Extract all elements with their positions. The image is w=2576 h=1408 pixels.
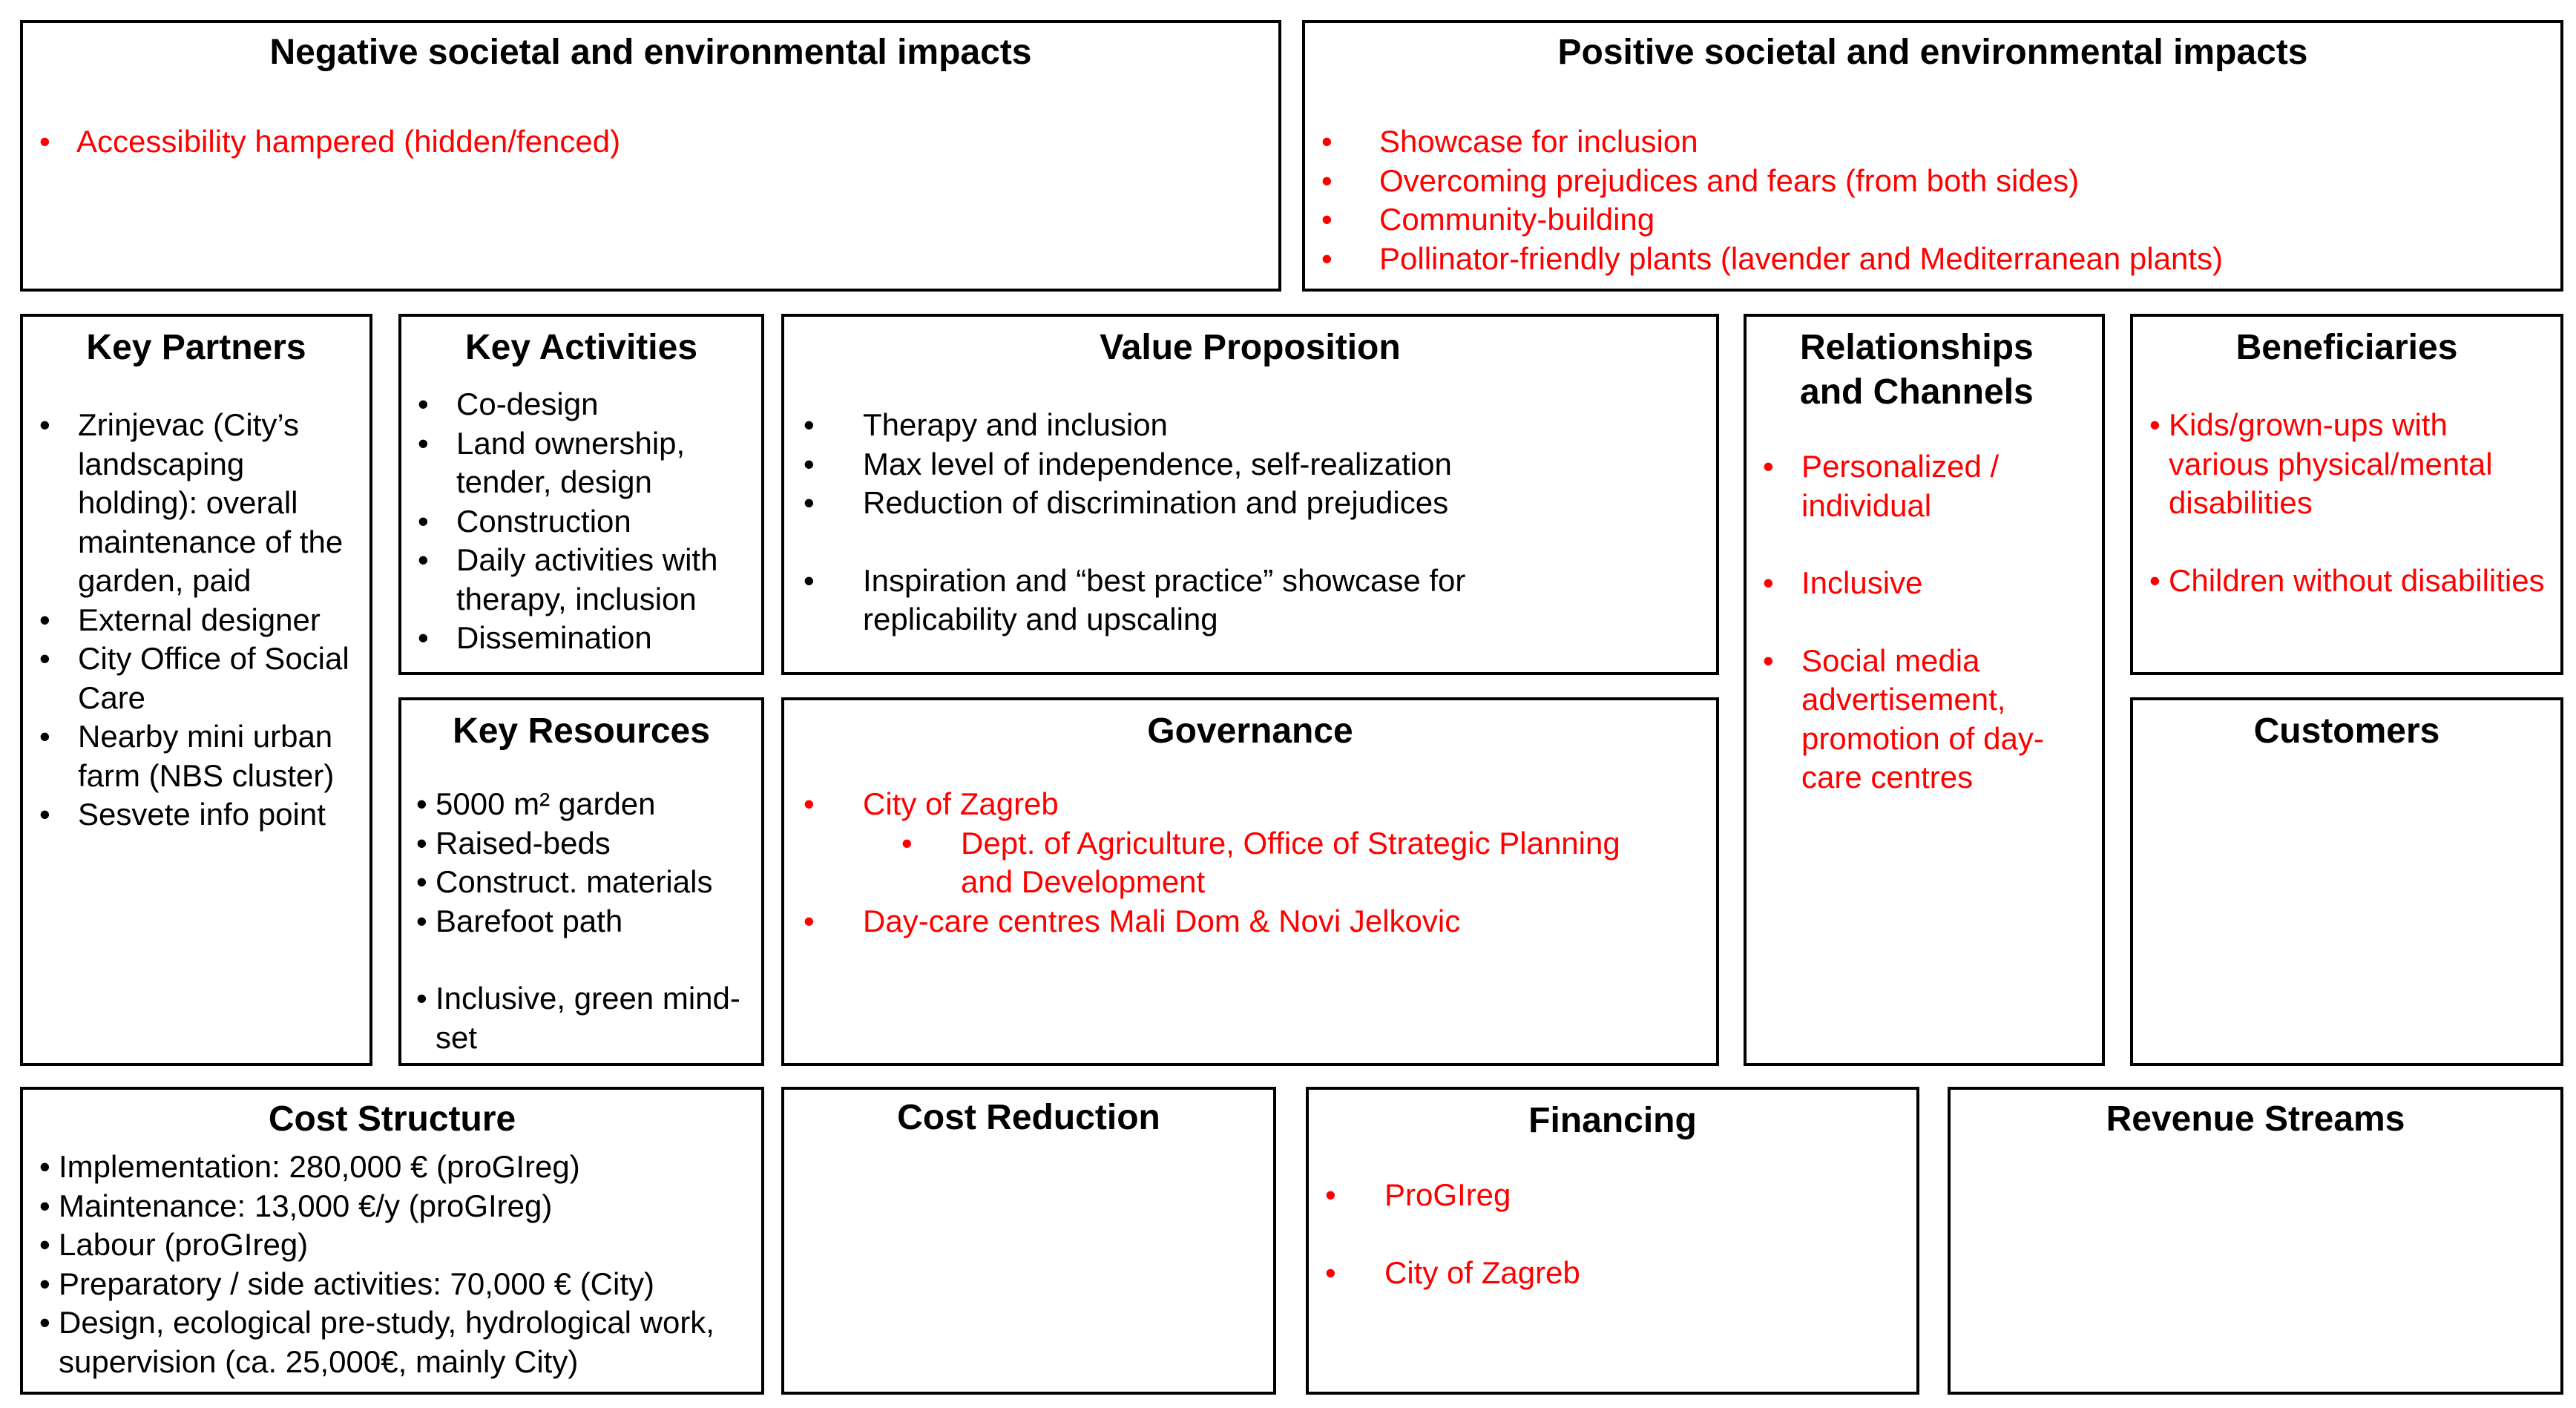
list-item	[418, 541, 754, 619]
bullet-icon: •	[901, 825, 913, 861]
cost-structure-title: Cost Structure	[268, 1099, 516, 1139]
revenue-streams-box	[1948, 1087, 2563, 1395]
governance-title: Governance	[1147, 711, 1353, 751]
financing-list	[1309, 1176, 1916, 1292]
list-item	[39, 639, 362, 717]
list-item-nested	[804, 824, 1672, 902]
list-item	[39, 601, 362, 640]
relationships-channels-box	[1744, 314, 2105, 1066]
bullet-icon: •	[1763, 449, 1774, 484]
bullet-icon: •	[416, 903, 427, 938]
list-item	[1321, 240, 2560, 279]
spacer	[1325, 1215, 1916, 1254]
list-item	[804, 785, 1672, 824]
item-text: Dept. of Agriculture, Office of Strategic Planning and Development	[961, 825, 1620, 899]
list-item	[1763, 564, 2087, 603]
bullet-icon: •	[39, 602, 50, 637]
bullet-icon: •	[804, 407, 815, 442]
bullet-icon: •	[39, 797, 50, 832]
cost-reduction-box	[781, 1087, 1276, 1395]
spacer	[804, 523, 1701, 562]
list-item	[416, 863, 754, 902]
cost-structure-list	[23, 1148, 761, 1381]
revenue-streams-title: Revenue Streams	[2106, 1099, 2405, 1139]
item-text: Zrinjevac (City’s landscaping holding): overall maintenance of the garden, paid	[78, 407, 344, 598]
item-text: City of Zagreb	[1384, 1254, 1580, 1290]
customers-title: Customers	[2253, 711, 2440, 751]
list-item	[1321, 162, 2560, 201]
key-partners-list	[23, 406, 369, 835]
financing-box	[1306, 1087, 1919, 1395]
list-item	[39, 1226, 751, 1265]
positive-impacts-list	[1305, 122, 2560, 278]
value-proposition-title: Value Proposition	[1100, 328, 1401, 367]
item-text: Construction	[456, 503, 631, 539]
list-item	[418, 502, 754, 542]
bullet-icon: •	[39, 641, 50, 676]
key-activities-list	[401, 385, 761, 658]
bullet-icon: •	[1321, 240, 1333, 276]
item-text: Children without disabilities	[2169, 562, 2545, 598]
bullet-icon: •	[804, 446, 815, 481]
item-text: Preparatory / side activities: 70,000 € (City)	[59, 1266, 655, 1301]
list-item	[39, 717, 362, 795]
list-item	[39, 1265, 751, 1304]
bullet-icon: •	[804, 903, 815, 938]
spacer	[1763, 525, 2087, 564]
list-item	[1325, 1176, 1916, 1215]
governance-box	[781, 697, 1719, 1066]
item-text: Therapy and inclusion	[863, 407, 1168, 442]
item-text: Day-care centres Mali Dom & Novi Jelkovic	[863, 903, 1461, 938]
bullet-icon: •	[39, 407, 50, 442]
list-item	[1763, 642, 2087, 797]
item-text: Design, ecological pre-study, hydrological work, supervision (ca. 25,000€, mainly City)	[59, 1305, 714, 1379]
spacer	[416, 941, 754, 979]
key-partners-box	[20, 314, 372, 1066]
item-text: Max level of independence, self-realization	[863, 446, 1452, 481]
beneficiaries-title: Beneficiaries	[2235, 328, 2458, 367]
value-proposition-box	[781, 314, 1719, 675]
financing-title: Financing	[1528, 1101, 1697, 1140]
item-text: Accessibility hampered (hidden/fenced)	[76, 124, 621, 159]
bullet-icon: •	[39, 1149, 50, 1184]
bullet-icon: •	[1325, 1254, 1336, 1290]
item-text: Dissemination	[456, 620, 652, 655]
list-item	[39, 1187, 751, 1226]
key-resources-list	[401, 785, 761, 1057]
bullet-icon: •	[416, 981, 427, 1016]
bullet-icon: •	[1763, 565, 1774, 600]
bullet-icon: •	[39, 1188, 50, 1223]
positive-impacts-title: Positive societal and environmental impacts	[1557, 33, 2308, 72]
list-item	[39, 406, 362, 601]
list-item	[804, 562, 1701, 639]
list-item	[804, 484, 1701, 523]
list-item	[418, 424, 754, 502]
item-text: Implementation: 280,000 € (proGIreg)	[59, 1149, 580, 1184]
bullet-icon: •	[418, 542, 429, 577]
beneficiaries-box	[2130, 314, 2563, 675]
title-line-1: Relationships	[1800, 328, 2034, 367]
list-item	[39, 795, 362, 835]
bullet-icon: •	[1321, 162, 1333, 198]
item-text: Barefoot path	[436, 903, 623, 938]
bullet-icon: •	[2149, 562, 2161, 598]
list-item	[416, 824, 754, 863]
bullet-icon: •	[39, 1227, 50, 1262]
bullet-icon: •	[416, 825, 427, 861]
bullet-icon: •	[416, 864, 427, 899]
bullet-icon: •	[2149, 407, 2161, 442]
bullet-icon: •	[418, 386, 429, 421]
list-item	[804, 406, 1701, 445]
list-item	[416, 785, 754, 824]
bullet-icon: •	[39, 1305, 50, 1340]
key-activities-title: Key Activities	[464, 328, 698, 367]
bullet-icon: •	[804, 786, 815, 821]
value-proposition-list	[784, 406, 1716, 639]
bullet-icon: •	[1321, 202, 1333, 237]
bullet-icon: •	[804, 485, 815, 520]
item-text: Daily activities with therapy, inclusion	[456, 542, 718, 616]
key-partners-title: Key Partners	[86, 328, 306, 367]
positive-impacts-box	[1302, 20, 2563, 292]
item-text: Sesvete info point	[78, 797, 326, 832]
cost-structure-box	[20, 1087, 764, 1395]
list-item	[39, 1148, 751, 1187]
list-item	[418, 385, 754, 424]
key-resources-title: Key Resources	[453, 711, 710, 751]
item-text: Social media advertisement, promotion of day-care centres	[1801, 642, 2044, 795]
list-item	[39, 122, 1278, 162]
item-text: Co-design	[456, 386, 599, 421]
item-text: Maintenance: 13,000 €/y (proGIreg)	[59, 1188, 553, 1223]
cost-reduction-title: Cost Reduction	[897, 1098, 1160, 1137]
relationships-channels-list	[1747, 447, 2102, 797]
key-activities-box	[398, 314, 764, 675]
list-item	[804, 445, 1701, 484]
item-text: ProGIreg	[1384, 1177, 1511, 1212]
title-line-2: and Channels	[1800, 372, 2034, 412]
beneficiaries-list	[2133, 406, 2560, 600]
spacer	[2149, 523, 2549, 562]
spacer	[1763, 603, 2087, 642]
list-item	[1763, 447, 2087, 525]
negative-impacts-title: Negative societal and environmental impacts	[269, 33, 1032, 72]
governance-list	[784, 785, 1716, 941]
item-text: Community-building	[1379, 202, 1655, 237]
item-text: Nearby mini urban farm (NBS cluster)	[78, 719, 335, 793]
list-item	[2149, 562, 2549, 601]
customers-box	[2130, 697, 2563, 1066]
list-item	[1325, 1254, 1916, 1293]
list-item	[418, 619, 754, 658]
bullet-icon: •	[418, 503, 429, 539]
item-text: Construct. materials	[436, 864, 713, 899]
item-text: Showcase for inclusion	[1379, 124, 1698, 159]
item-text: Inclusive	[1801, 565, 1923, 600]
item-text: Inspiration and “best practice” showcase for replicability and upscaling	[863, 562, 1466, 636]
relationships-channels-title	[1747, 317, 2102, 415]
item-text: Inclusive, green mind-set	[436, 981, 740, 1055]
item-text: Raised-beds	[436, 825, 611, 861]
item-text: City Office of Social Care	[78, 641, 349, 715]
bullet-icon: •	[418, 620, 429, 655]
item-text: Overcoming prejudices and fears (from both sides)	[1379, 162, 2080, 198]
item-text: City of Zagreb	[863, 786, 1059, 821]
item-text: External designer	[78, 602, 321, 637]
list-item	[804, 902, 1672, 941]
list-item	[2149, 406, 2549, 523]
list-item	[416, 902, 754, 941]
bullet-icon: •	[418, 425, 429, 461]
bullet-icon: •	[1321, 124, 1333, 159]
item-text: Reduction of discrimination and prejudices	[863, 485, 1449, 520]
negative-impacts-box	[20, 20, 1281, 292]
bullet-icon: •	[804, 562, 815, 598]
list-item	[39, 1303, 751, 1381]
key-resources-box	[398, 697, 764, 1066]
bullet-icon: •	[416, 786, 427, 821]
item-text: Pollinator-friendly plants (lavender and Mediterranean plants)	[1379, 240, 2223, 276]
list-item	[1321, 122, 2560, 162]
bullet-icon: •	[39, 1266, 50, 1301]
item-text: Personalized / individual	[1801, 449, 2000, 523]
bullet-icon: •	[39, 124, 50, 159]
list-item	[416, 979, 754, 1057]
list-item	[1321, 200, 2560, 240]
item-text: Land ownership, tender, design	[456, 425, 686, 499]
bullet-icon: •	[39, 719, 50, 754]
item-text: Labour (proGIreg)	[59, 1227, 309, 1262]
item-text: 5000 m² garden	[436, 786, 656, 821]
bullet-icon: •	[1763, 642, 1774, 678]
item-text: Kids/grown-ups with various physical/mental disabilities	[2169, 407, 2493, 520]
negative-impacts-list	[23, 122, 1278, 162]
bullet-icon: •	[1325, 1177, 1336, 1212]
